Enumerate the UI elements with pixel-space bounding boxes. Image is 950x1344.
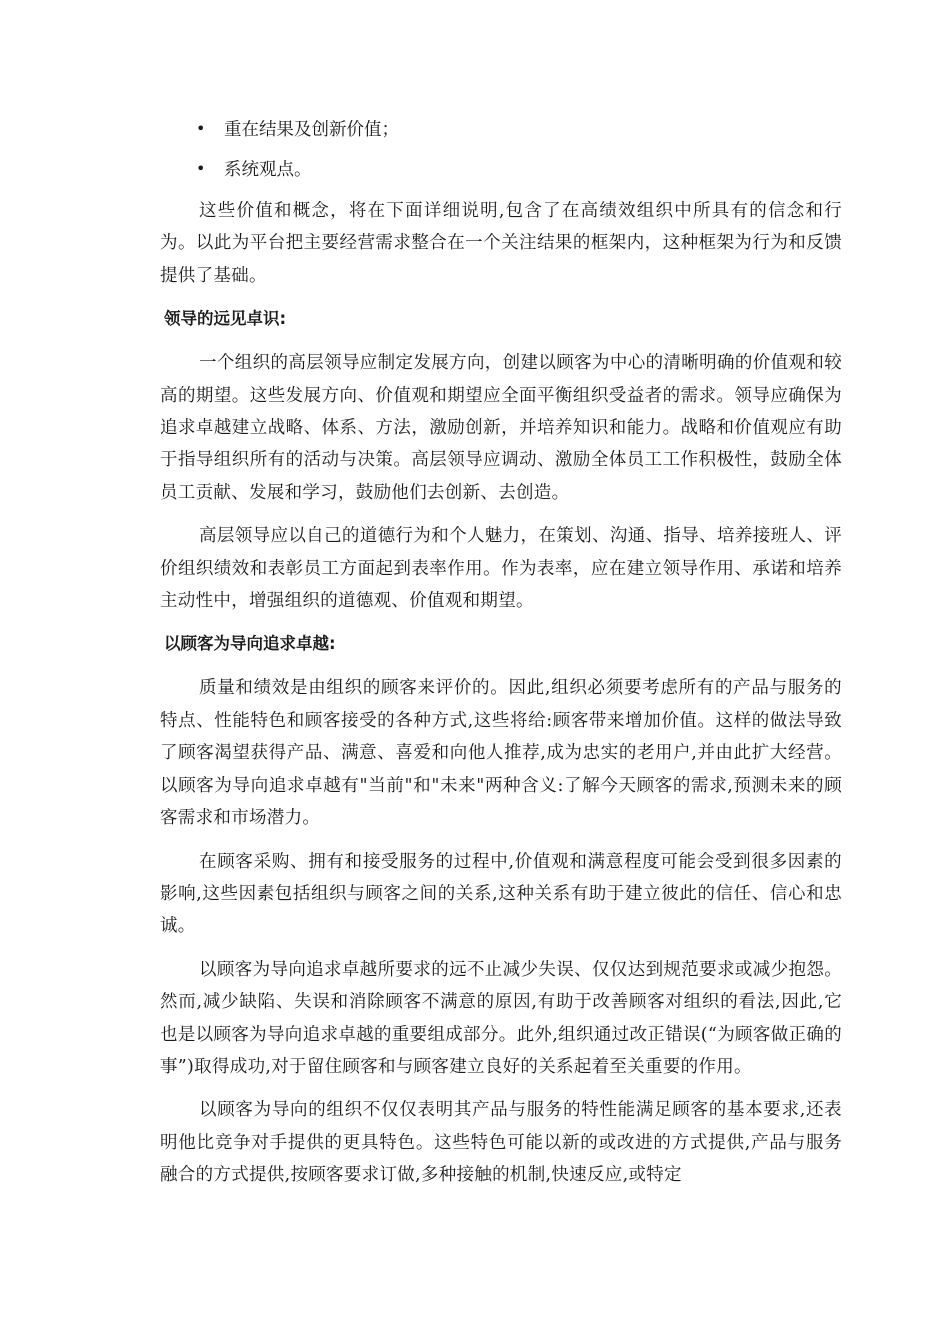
customer-paragraph: 质量和绩效是由组织的顾客来评价的。因此,组织必须要考虑所有的产品与服务的特点、性能特色和顾客接受的各种方式,这些将给:顾客带来增加价值。这样的做法导致了顾客渴望获得产品、满意、喜爱和向他人推荐,成为忠实的老用户,并由此扩大经营。以顾客为导向追求卓越有"当前"和"未来"两种含义:了解今天顾客的需求,预测未来的顾客需求和市场潜力。: [160, 678, 842, 829]
bullet-item: [196, 108, 836, 148]
document-body: [160, 195, 842, 1203]
bullet-text: 重在结果及创新价值；: [224, 119, 399, 140]
bullet-dot-icon: •: [196, 158, 206, 178]
section-heading-leadership: 领导的远见卓识:: [164, 309, 287, 329]
bullet-text: 系统观点。: [224, 159, 312, 180]
section-heading-customer: 以顾客为导向追求卓越:: [164, 634, 336, 654]
bullet-list: [196, 108, 836, 188]
intro-paragraph: 这些价值和概念，将在下面详细说明,包含了在高绩效组织中所具有的信念和行为。以此为平台把主要经营需求整合在一个关注结果的框架内，这种框架为行为和反馈提供了基础。: [160, 201, 842, 286]
bullet-dot-icon: •: [196, 118, 206, 138]
bullet-item: [196, 148, 836, 188]
customer-paragraph: 在顾客采购、拥有和接受服务的过程中,价值观和满意程度可能会受到很多因素的影响,这些因素包括组织与顾客之间的关系,这种关系有助于建立彼此的信任、信心和忠诚。: [160, 851, 842, 937]
leadership-paragraph: 高层领导应以自己的道德行为和个人魅力，在策划、沟通、指导、培养接班人、评价组织绩效和表彰员工方面起到表率作用。作为表率，应在建立领导作用、承诺和培养主动性中，增强组织的道德观、价值观和期望。: [160, 526, 842, 612]
customer-paragraph: 以顾客为导向的组织不仅仅表明其产品与服务的特性能满足顾客的基本要求,还表明他比竞争对手提供的更具特色。这些特色可能以新的或改进的方式提供,产品与服务融合的方式提供,按顾客要求订做,多种接触的机制,快速反应,或特定: [160, 1100, 842, 1186]
customer-paragraph: 以顾客为导向追求卓越所要求的远不止减少失误、仅仅达到规范要求或减少抱怨。然而,减少缺陷、失误和消除顾客不满意的原因,有助于改善顾客对组织的看法,因此,它也是以顾客为导向追求卓越的重要组成部分。此外,组织通过改正错误(“为顾客做正确的事”)取得成功,对于留住顾客和与顾客建立良好的关系起着至关重要的作用。: [160, 959, 842, 1077]
leadership-paragraph: 一个组织的高层领导应制定发展方向，创建以顾客为中心的清晰明确的价值观和较高的期望。这些发展方向、价值观和期望应全面平衡组织受益者的需求。领导应确保为追求卓越建立战略、体系、方法，激励创新，并培养知识和能力。战略和价值观应有助于指导组织所有的活动与决策。高层领导应调动、激励全体员工工作积极性，鼓励全体员工贡献、发展和学习，鼓励他们去创新、去创造。: [160, 353, 842, 503]
